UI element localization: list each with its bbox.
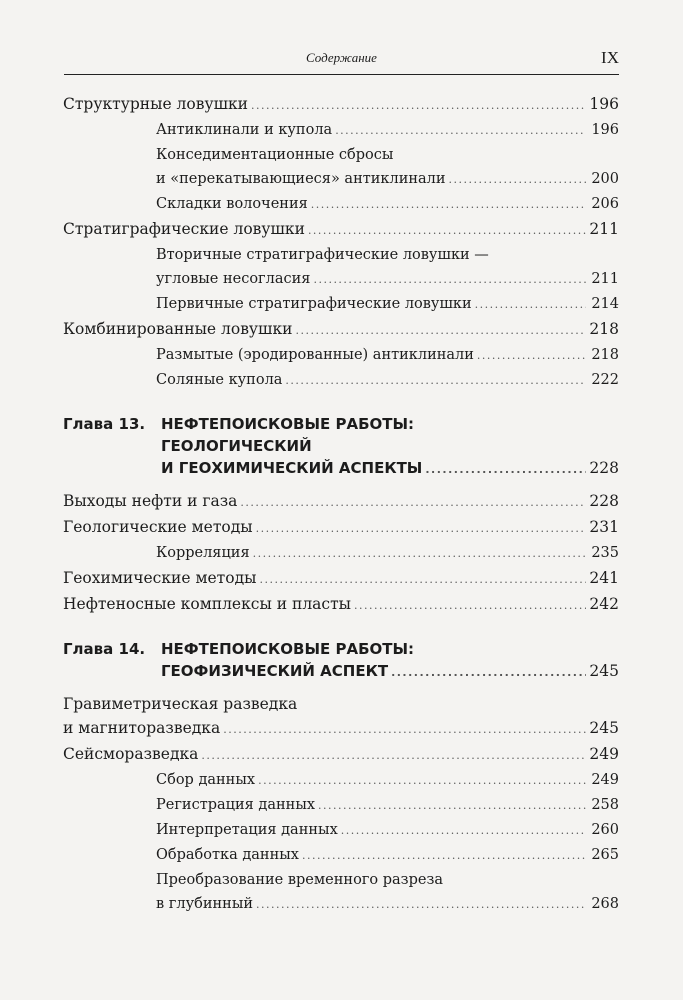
toc-entry-title: Корреляция <box>156 545 250 561</box>
toc-section-entry <box>63 566 619 592</box>
chapter-title-line: ГЕОФИЗИЧЕСКИЙ АСПЕКТ <box>161 662 389 680</box>
toc-section-entry <box>63 489 619 515</box>
chapter-title-line: НЕФТЕПОИСКОВЫЕ РАБОТЫ: <box>161 640 415 658</box>
toc-page-number: 258 <box>591 797 619 813</box>
toc-entry-title: Выходы нефти и газа <box>63 492 238 510</box>
toc-entry-title: Обработка данных <box>156 847 299 863</box>
toc-page-number: 235 <box>591 545 619 561</box>
toc-page-number: 245 <box>589 662 619 680</box>
toc-entry-title: Сбор данных <box>156 772 256 788</box>
toc-subsection-entry <box>156 192 619 217</box>
toc-subsection-entry <box>156 818 619 843</box>
toc-section-entry <box>63 742 619 768</box>
dot-leader <box>449 168 586 192</box>
toc-entry-title: Геологические методы <box>63 518 253 536</box>
toc-entry-title: в глубинный <box>156 896 254 912</box>
toc-section-entry <box>63 317 619 343</box>
running-header <box>64 48 619 75</box>
toc-page-number: 249 <box>589 745 619 763</box>
toc-page-number: 218 <box>589 320 619 338</box>
dot-leader <box>251 94 586 118</box>
toc-subsection-entry <box>156 292 619 317</box>
toc-subsection-entry <box>156 118 619 143</box>
toc-entry-title: Нефтеносные комплексы и пласты <box>63 595 352 613</box>
dot-leader <box>223 718 586 742</box>
dot-leader <box>259 568 586 592</box>
dot-leader <box>391 662 586 684</box>
toc-page-number: 218 <box>591 347 619 363</box>
toc-entry-title: Сейсморазведка <box>63 745 199 763</box>
toc-entry-title: Вторичные стратиграфические ловушки — <box>156 247 489 263</box>
chapter-label: Глава 14. <box>63 640 146 658</box>
toc-entry-title: Регистрация данных <box>156 797 316 813</box>
toc-subsection-entry <box>156 243 619 292</box>
toc-entry-title: Соляные купола <box>156 372 283 388</box>
toc-page-number: 265 <box>591 847 619 863</box>
toc-entry-title: Стратиграфические ловушки <box>63 220 305 238</box>
toc-entry-title: Конседиментационные сбросы <box>156 147 394 163</box>
chapter-title-line: И ГЕОХИМИЧЕСКИЙ АСПЕКТЫ <box>161 459 423 477</box>
dot-leader <box>308 219 586 243</box>
dot-leader <box>285 369 586 393</box>
toc-subsection-entry <box>156 843 619 868</box>
toc-entry-title: Складки волочения <box>156 196 308 212</box>
toc-entry-title: Антиклинали и купола <box>156 122 333 138</box>
dot-leader <box>425 459 586 481</box>
toc-entry-title: и «перекатывающиеся» антиклинали <box>156 171 446 187</box>
toc-section-entry <box>63 217 619 243</box>
toc-page-number: 211 <box>591 271 619 287</box>
chapter-label: Глава 13. <box>63 415 146 433</box>
toc-subsection-entry <box>156 368 619 393</box>
dot-leader <box>302 844 586 868</box>
toc-page-number: 260 <box>591 822 619 838</box>
toc-page-number: 200 <box>591 171 619 187</box>
toc-subsection-entry <box>156 541 619 566</box>
toc-subsection-entry <box>156 343 619 368</box>
toc-page-number: 196 <box>589 95 619 113</box>
toc-subsection-entry <box>156 868 619 917</box>
toc-page-number: 228 <box>589 492 619 510</box>
toc-page-number: 231 <box>589 518 619 536</box>
toc-page-number: 228 <box>589 459 619 477</box>
toc-entry-title: Геохимические методы <box>63 569 257 587</box>
chapter-title-line: НЕФТЕПОИСКОВЫЕ РАБОТЫ: <box>161 415 415 433</box>
dot-leader <box>256 893 586 917</box>
toc-entry-title: Структурные ловушки <box>63 95 249 113</box>
toc-page-number: 268 <box>591 896 619 912</box>
chapter-title-line: ГЕОЛОГИЧЕСКИЙ <box>161 437 312 455</box>
toc-page-number: 241 <box>589 569 619 587</box>
toc-subsection-entry <box>156 143 619 192</box>
dot-leader <box>318 794 586 818</box>
toc-entry-title: Гравиметрическая разведка <box>63 695 298 713</box>
dot-leader <box>201 744 586 768</box>
dot-leader <box>258 769 586 793</box>
toc-section-entry <box>63 692 619 742</box>
toc-chapter-entry <box>63 413 619 481</box>
toc-entry-title: Размытые (эродированные) антиклинали <box>156 347 474 363</box>
toc-subsection-entry <box>156 793 619 818</box>
toc-page-number: 245 <box>589 719 619 737</box>
toc-entry-title: Первичные стратиграфические ловушки <box>156 296 472 312</box>
dot-leader <box>313 268 586 292</box>
dot-leader <box>240 491 586 515</box>
toc-page-number: 249 <box>591 772 619 788</box>
toc-page-number: 242 <box>589 595 619 613</box>
dot-leader <box>477 344 586 368</box>
table-of-contents <box>63 92 619 917</box>
toc-page-number: 214 <box>591 296 619 312</box>
toc-page-number: 222 <box>591 372 619 388</box>
toc-section-entry <box>63 515 619 541</box>
toc-page-number: 196 <box>591 122 619 138</box>
dot-leader <box>295 319 586 343</box>
toc-section-entry <box>63 592 619 618</box>
toc-subsection-entry <box>156 768 619 793</box>
toc-entry-title: и магниторазведка <box>63 719 221 737</box>
dot-leader <box>341 819 586 843</box>
toc-entry-title: Комбинированные ловушки <box>63 320 293 338</box>
toc-page-number: 206 <box>591 196 619 212</box>
toc-section-entry <box>63 92 619 118</box>
toc-chapter-entry <box>63 638 619 684</box>
dot-leader <box>253 542 586 566</box>
dot-leader <box>311 193 586 217</box>
header-page-number: IX <box>601 48 619 67</box>
dot-leader <box>475 293 586 317</box>
dot-leader <box>256 517 586 541</box>
toc-entry-title: Преобразование временного разреза <box>156 872 443 888</box>
dot-leader <box>354 594 586 618</box>
toc-entry-title: угловые несогласия <box>156 271 311 287</box>
dot-leader <box>335 119 586 143</box>
toc-entry-title: Интерпретация данных <box>156 822 338 838</box>
header-title: Содержание <box>306 50 377 65</box>
toc-page-number: 211 <box>589 220 619 238</box>
